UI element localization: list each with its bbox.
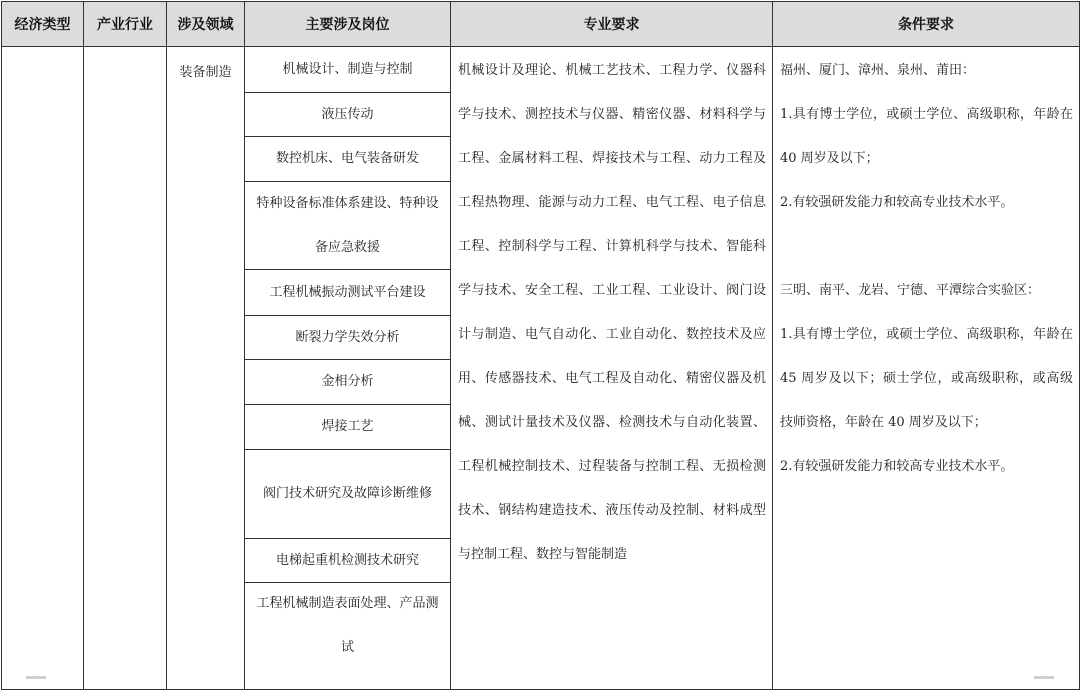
header-row — [2, 2, 1080, 47]
list-item: 焊接工艺 — [245, 405, 450, 450]
industry-cell — [84, 47, 167, 690]
list-item: 液压传动 — [245, 93, 450, 137]
list-item: 金相分析 — [245, 360, 450, 405]
header-economic-type: 经济类型 — [2, 2, 84, 47]
talent-requirements-table — [1, 1, 1080, 690]
conditions-group-2 — [780, 269, 1073, 489]
list-item: 断裂力学失效分析 — [245, 316, 450, 360]
conditions-item: 1.具有博士学位，或硕士学位、高级职称，年龄在 40 周岁及以下； — [780, 107, 1073, 166]
list-item: 电梯起重机检测技术研究 — [245, 539, 450, 583]
list-item: 数控机床、电气装备研发 — [245, 137, 450, 182]
major-requirements-cell: 机械设计及理论、机械工艺技术、工程力学、仪器科学与技术、测控技术与仪器、精密仪器、材料科学与工程、金属材料工程、焊接技术与工程、动力工程及工程热物理、能源与动力工程、电气工程、电子信息工程、控制科学与工程、计算机科学与技术、智能科学与技术、安全工程、工业工程、工业设计、阀门设计与制造、电气自动化、工业自动化、数控技术及应用、传感器技术、电气工程及自动化、精密仪器及机械、测试计量技术及仪器、检测技术与自动化装置、工程机械控制技术、过程装备与控制工程、无损检测技术、钢结构建造技术、液压传动及控制、材料成型与控制工程、数控与智能制造 — [451, 47, 773, 690]
header-positions: 主要涉及岗位 — [245, 2, 451, 47]
conditions-item: 2.有较强研发能力和较高专业技术水平。 — [780, 195, 1014, 210]
conditions-spacer — [780, 225, 1073, 269]
positions-cell — [245, 47, 451, 690]
economic-type-cell — [2, 47, 84, 690]
header-major: 专业要求 — [451, 2, 773, 47]
conditions-cell — [773, 47, 1080, 690]
header-industry: 产业行业 — [84, 2, 167, 47]
header-conditions: 条件要求 — [773, 2, 1080, 47]
list-item: 特种设备标准体系建设、特种设备应急救援 — [245, 182, 450, 270]
positions-list — [245, 47, 450, 675]
list-item: 阀门技术研究及故障诊断维修 — [245, 450, 450, 539]
conditions-group-1 — [780, 49, 1073, 225]
list-item: 工程机械振动测试平台建设 — [245, 270, 450, 316]
list-item: 工程机械制造表面处理、产品测试 — [256, 596, 439, 655]
conditions-item: 1.具有博士学位，或硕士学位、高级职称，年龄在 45 周岁及以下；硕士学位，或高级职称，或高级技师资格，年龄在 40 周岁及以下； — [780, 327, 1073, 430]
conditions-region: 三明、南平、龙岩、宁德、平潭综合实验区： — [780, 283, 1041, 298]
list-item: 机械设计、制造与控制 — [245, 47, 450, 93]
domain-cell: 装备制造 — [167, 47, 245, 690]
table-row — [2, 47, 1080, 690]
conditions-item: 2.有较强研发能力和较高专业技术水平。 — [780, 459, 1014, 474]
conditions-region: 福州、厦门、漳州、泉州、莆田： — [780, 63, 976, 78]
header-domain: 涉及领域 — [167, 2, 245, 47]
